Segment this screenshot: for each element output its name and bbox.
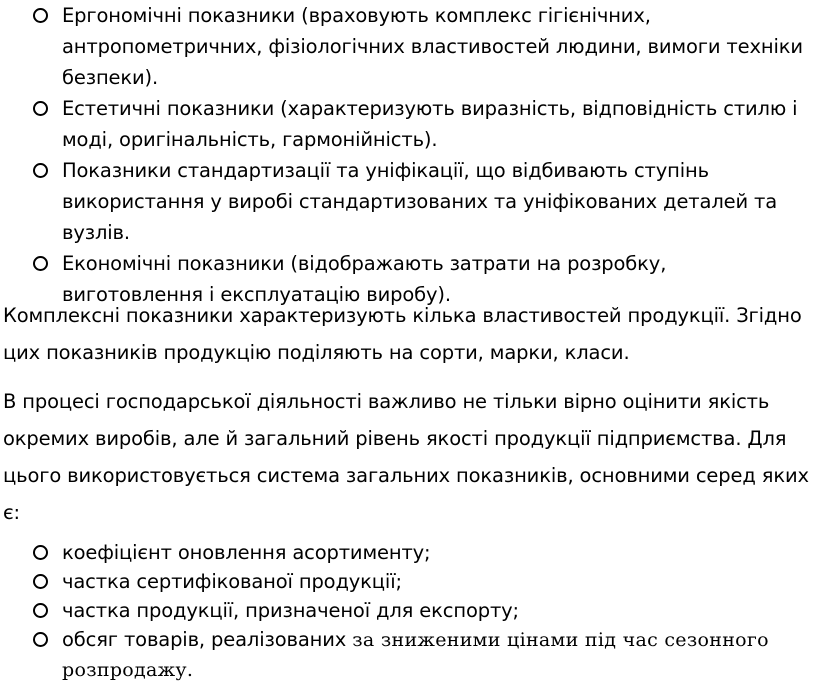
list-item-text: частка продукції, призначеної для експорту; — [62, 599, 519, 622]
bullet-circle-icon — [33, 163, 48, 178]
list-item-aesthetic — [0, 93, 816, 155]
list-item-text: Ергономічні показники (враховують комплекс гігієнічних, антропометричних, фізіологічних властивостей людини, вимоги техніки безпеки). — [62, 4, 803, 89]
list-item-text: Естетичні показники (характеризують виразність, відповідність стилю і моді, оригінальність, гармонійність). — [62, 97, 798, 151]
bullet-circle-icon — [33, 574, 48, 589]
list-item-standardization — [0, 155, 816, 248]
list-item-discount-sales — [0, 625, 816, 685]
bullet-circle-icon — [33, 256, 48, 271]
quality-indicators-list — [0, 0, 816, 310]
bullet-circle-icon — [33, 545, 48, 560]
list-item-text: Показники стандартизації та уніфікації, що відбивають ступінь використання у виробі стандартизованих та уніфікованих деталей та вузлів. — [62, 159, 778, 244]
list-item-ergonomic — [0, 0, 816, 93]
list-item-text: коефіцієнт оновлення асортименту; — [62, 541, 431, 564]
list-item-text: частка сертифікованої продукції; — [62, 570, 402, 593]
bullet-circle-icon — [33, 8, 48, 23]
list-item-assortment-renewal — [0, 538, 816, 567]
bullet-circle-icon — [33, 632, 48, 647]
list-item-text: Економічні показники (відображають затрати на розробку, виготовлення і експлуатацію виробу). — [62, 252, 667, 306]
general-indicators-list — [0, 538, 816, 685]
list-item-text-sans: обсяг товарів, реалізованих — [62, 628, 347, 651]
bullet-circle-icon — [33, 603, 48, 618]
list-item-export-share — [0, 596, 816, 625]
bullet-circle-icon — [33, 101, 48, 116]
list-item-text-serif: за зниженими цінами під час сезонного розпродажу. — [62, 629, 769, 681]
list-item-certified-share — [0, 567, 816, 596]
general-indicators-paragraph: В процесі господарської діяльності важливо не тільки вірно оцінити якість окремих виробів, але й загальний рівень якості продукції підприємства. Для цього використовується система загальних показників, основними серед яких є: — [3, 390, 809, 524]
complex-indicators-paragraph: Комплексні показники характеризують кілька властивостей продукції. Згідно цих показників продукцію поділяють на сорти, марки, класи. — [3, 304, 802, 364]
